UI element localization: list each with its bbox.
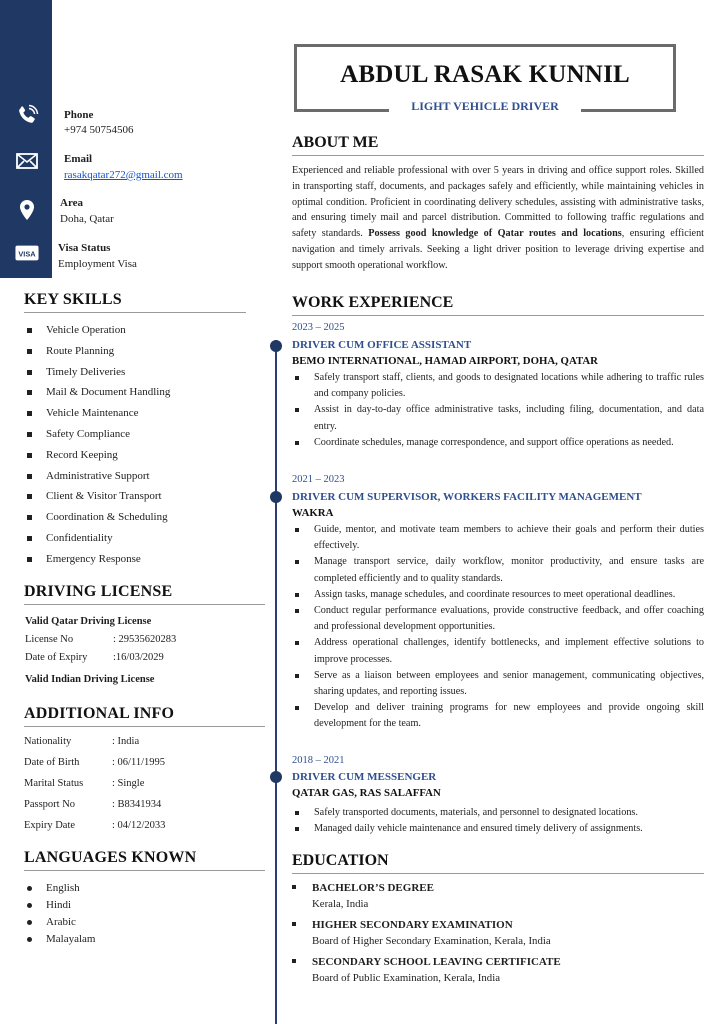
nationality-value: : India xyxy=(112,736,140,747)
about-text-part: Experienced and reliable professional with over 5 years in driving and office support roles. Skilled in transporting staff, documents, and packages safely and efficiently, while maintaining vehicles in optimal condition. Proficient in coordinating delivery schedules, assisting with administrative tasks, and ensuring timely mail and parcel distribution. Committed to following traffic regulations and safety standards. xyxy=(292,165,704,240)
expiry-label: Date of Expiry xyxy=(25,652,88,663)
additional-info-heading: ADDITIONAL INFO xyxy=(24,705,265,727)
timeline-dot xyxy=(270,340,282,352)
dob-value: : 06/11/1995 xyxy=(112,757,165,768)
education-heading: EDUCATION xyxy=(292,852,704,874)
passport-no-value: : B8341934 xyxy=(112,799,162,810)
about-heading: ABOUT ME xyxy=(292,134,704,156)
job-duties xyxy=(292,522,704,733)
job-duties xyxy=(292,370,704,451)
key-skills-list xyxy=(24,320,170,570)
passport-no-label: Passport No xyxy=(24,799,76,810)
candidate-name: ABDUL RASAK KUNNIL xyxy=(340,61,630,88)
education-list xyxy=(292,880,704,991)
education-place: Kerala, India xyxy=(312,898,369,910)
duty-item: Guide, mentor, and motivate team members to achieve their goals and perform their duties effectively. xyxy=(292,522,704,554)
visa-icon xyxy=(14,240,40,266)
education-place: Board of Higher Secondary Examination, Kerala, India xyxy=(312,935,551,947)
education-title: SECONDARY SCHOOL LEAVING CERTIFICATE xyxy=(312,956,561,968)
svg-text:VISA: VISA xyxy=(18,249,36,259)
skill-item: Safety Compliance xyxy=(24,424,170,445)
phone-value: +974 50754506 xyxy=(64,124,134,136)
indian-license-title: Valid Indian Driving License xyxy=(25,674,155,685)
education-place: Board of Public Examination, Kerala, India xyxy=(312,972,500,984)
job-title: DRIVER CUM SUPERVISOR, WORKERS FACILITY MANAGEMENT xyxy=(292,491,642,503)
sidebar-strip xyxy=(0,0,52,278)
phone-icon xyxy=(14,103,40,129)
duty-item: Address operational challenges, identify bottlenecks, and implement effective solutions to improve processes. xyxy=(292,635,704,667)
key-skills-heading: KEY SKILLS xyxy=(24,291,246,313)
skill-item: Coordination & Scheduling xyxy=(24,507,170,528)
timeline-line xyxy=(275,340,277,1024)
language-item: Malayalam xyxy=(24,931,95,948)
job-company: BEMO INTERNATIONAL, HAMAD AIRPORT, DOHA, QATAR xyxy=(292,355,598,367)
timeline-dot xyxy=(270,491,282,503)
job-title: DRIVER CUM OFFICE ASSISTANT xyxy=(292,339,472,351)
skill-item: Administrative Support xyxy=(24,466,170,487)
passport-expiry-value: : 04/12/2033 xyxy=(112,820,166,831)
qatar-license-title: Valid Qatar Driving License xyxy=(25,616,152,627)
education-title: HIGHER SECONDARY EXAMINATION xyxy=(312,919,513,931)
email-link[interactable]: rasakqatar272@gmail.com xyxy=(64,169,183,181)
skill-item: Mail & Document Handling xyxy=(24,382,170,403)
duty-item: Coordinate schedules, manage correspondence, and support office operations as needed. xyxy=(292,435,704,451)
duty-item: Develop and deliver training programs for new employees and provide ongoing skill development for the team. xyxy=(292,700,704,732)
duty-item: Managed daily vehicle maintenance and ensured timely delivery of assignments. xyxy=(292,821,704,837)
education-item xyxy=(292,954,704,986)
languages-heading: LANGUAGES KNOWN xyxy=(24,849,265,871)
duty-item: Safely transport staff, clients, and goods to designated locations while adhering to traffic rules and company policies. xyxy=(292,370,704,402)
skill-item: Timely Deliveries xyxy=(24,362,170,383)
skill-item: Client & Visitor Transport xyxy=(24,486,170,507)
education-item xyxy=(292,880,704,912)
email-label: Email xyxy=(64,153,93,165)
timeline-dot xyxy=(270,771,282,783)
language-item: Arabic xyxy=(24,914,95,931)
skill-item: Vehicle Operation xyxy=(24,320,170,341)
work-experience-heading: WORK EXPERIENCE xyxy=(292,294,704,316)
skill-item: Confidentiality xyxy=(24,528,170,549)
nationality-label: Nationality xyxy=(24,736,72,747)
job-role: LIGHT VEHICLE DRIVER xyxy=(389,98,581,118)
about-text xyxy=(292,163,704,274)
education-item xyxy=(292,917,704,949)
skill-item: Record Keeping xyxy=(24,445,170,466)
license-no-label: License No xyxy=(25,634,74,645)
duty-item: Conduct regular performance evaluations, provide constructive feedback, and offer coaching and professional development opportunities. xyxy=(292,603,704,635)
skill-item: Vehicle Maintenance xyxy=(24,403,170,424)
duty-item: Safely transported documents, materials, and personnel to designated locations. xyxy=(292,805,704,821)
area-label: Area xyxy=(60,197,84,209)
languages-list xyxy=(24,880,95,948)
expiry-value: :16/03/2029 xyxy=(113,652,164,663)
duty-item: Serve as a liaison between employees and senior management, communicating objectives, sharing updates, and reporting issues. xyxy=(292,668,704,700)
about-text-bold: Possess good knowledge of Qatar routes and locations xyxy=(368,228,622,240)
skill-item: Emergency Response xyxy=(24,549,170,570)
language-item: English xyxy=(24,880,95,897)
job-duties xyxy=(292,805,704,837)
visa-label: Visa Status xyxy=(58,242,111,254)
visa-value: Employment Visa xyxy=(58,258,137,270)
location-icon xyxy=(14,197,40,223)
job-company: WAKRA xyxy=(292,507,334,519)
job-period: 2021 – 2023 xyxy=(292,474,345,485)
job-company: QATAR GAS, RAS SALAFFAN xyxy=(292,787,441,799)
area-value: Doha, Qatar xyxy=(60,213,114,225)
duty-item: Assist in day-to-day office administrative tasks, including filing, documentation, and data entry. xyxy=(292,402,704,434)
duty-item: Assign tasks, manage schedules, and coordinate resources to meet operational deadlines. xyxy=(292,587,704,603)
about-text-part: , ensuring efficient navigation and timely arrivals. Seeking a light driver position to leverage driving expertise and support smooth operational workflow. xyxy=(292,228,704,271)
email-icon xyxy=(14,148,40,174)
phone-label: Phone xyxy=(64,109,94,121)
job-period: 2023 – 2025 xyxy=(292,322,345,333)
dob-label: Date of Birth xyxy=(24,757,80,768)
marital-status-value: : Single xyxy=(112,778,145,789)
skill-item: Route Planning xyxy=(24,341,170,362)
passport-expiry-label: Expiry Date xyxy=(24,820,76,831)
license-no-value: : 29535620283 xyxy=(113,634,177,645)
duty-item: Manage transport service, daily workflow, monitor productivity, and ensure tasks are completed efficiently and to quality standards. xyxy=(292,554,704,586)
marital-status-label: Marital Status xyxy=(24,778,84,789)
job-period: 2018 – 2021 xyxy=(292,755,345,766)
job-title: DRIVER CUM MESSENGER xyxy=(292,771,437,783)
driving-license-heading: DRIVING LICENSE xyxy=(24,583,265,605)
language-item: Hindi xyxy=(24,897,95,914)
education-title: BACHELOR’S DEGREE xyxy=(312,882,434,894)
